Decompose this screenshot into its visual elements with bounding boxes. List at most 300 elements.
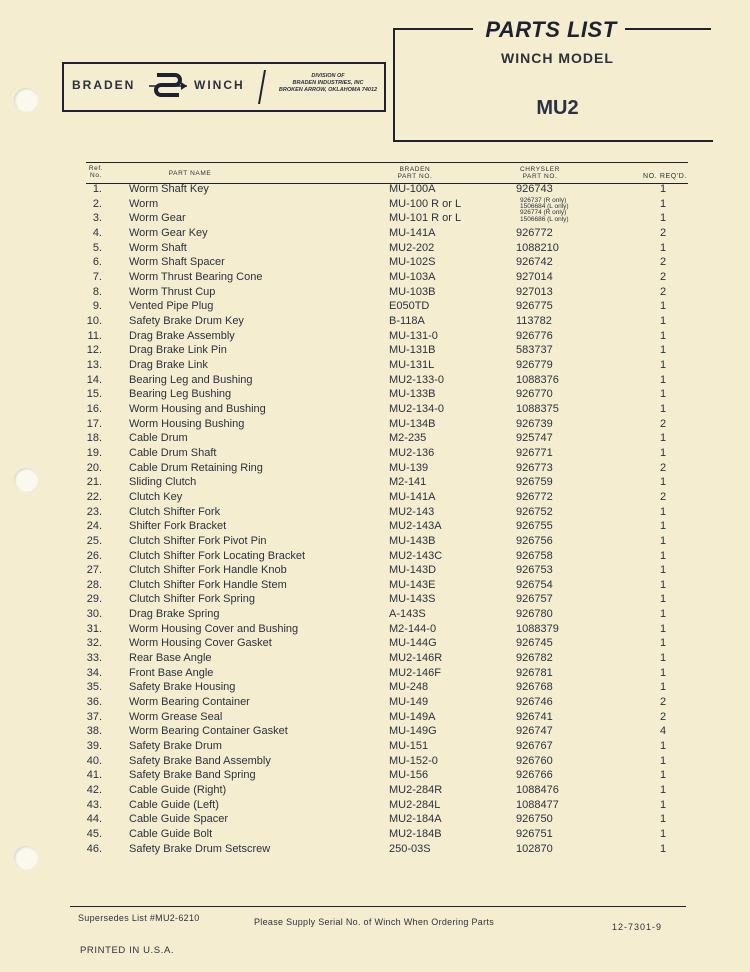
chrysler-part-cell: 1088476 (516, 784, 559, 797)
qty-cell: 2 (659, 461, 667, 474)
qty-cell: 2 (659, 710, 667, 723)
ref-cell: 24. (86, 520, 102, 533)
part-name-cell: Cable Drum Retaining Ring (129, 461, 263, 474)
logo-division-text (274, 73, 382, 94)
braden-part-cell: MU-143S (389, 593, 436, 606)
part-name-cell: Worm Grease Seal (129, 710, 223, 723)
table-row (0, 447, 750, 462)
qty-cell: 1 (659, 754, 667, 767)
ref-cell: 11. (87, 329, 102, 342)
chrysler-part-cell: 926770 (516, 388, 553, 401)
table-row (0, 227, 750, 242)
ref-cell: 5. (92, 241, 102, 254)
part-name-cell: Worm Housing Cover and Bushing (129, 622, 299, 635)
table-row (0, 330, 750, 345)
table-row (0, 403, 750, 418)
part-name-cell: Worm Housing Bushing (129, 417, 245, 430)
braden-part-cell: MU-149A (389, 710, 436, 723)
ref-cell: 18. (86, 432, 102, 445)
table-row (0, 711, 750, 726)
qty-cell: 1 (659, 769, 667, 782)
braden-part-cell: MU-144G (389, 637, 437, 650)
chrysler-part-cell: 113782 (516, 314, 552, 327)
qty-cell: 1 (659, 197, 667, 210)
part-name-cell: Clutch Shifter Fork Handle Stem (129, 578, 287, 591)
chrysler-part-cell: 583737 (516, 344, 553, 357)
qty-cell: 1 (659, 534, 667, 547)
chrysler-note-block (520, 198, 569, 223)
qty-cell: 1 (659, 549, 667, 562)
table-row (0, 813, 750, 828)
braden-part-cell: MU2-202 (389, 241, 435, 254)
braden-part-cell: MU-103A (389, 270, 436, 283)
braden-part-cell: MU-101 R or L (389, 212, 462, 225)
table-row (0, 784, 750, 799)
chrysler-note-4: 1506686 (L only) (520, 215, 569, 223)
ref-cell: 43. (86, 798, 102, 811)
chrysler-note-3: 926774 (R only) (520, 209, 567, 217)
col-ref-line1: Ref. (88, 165, 104, 172)
part-name-cell: Worm Bearing Container Gasket (129, 725, 288, 738)
part-name-cell: Safety Brake Drum Key (129, 314, 244, 327)
part-name-cell: Worm Housing Cover Gasket (129, 637, 272, 650)
table-row (0, 769, 750, 784)
part-name-cell: Clutch Shifter Fork Spring (129, 593, 255, 606)
ordering-note: Please Supply Serial No. of Winch When Ordering Parts (254, 917, 494, 927)
qty-cell: 1 (659, 652, 667, 665)
part-name-cell: Safety Brake Housing (129, 681, 236, 694)
table-row (0, 550, 750, 565)
division-line-3: BROKEN ARROW, OKLAHOMA 74012 (278, 87, 378, 93)
ref-cell: 19. (86, 446, 102, 459)
braden-part-cell: MU2-146F (389, 666, 441, 679)
ref-cell: 32. (86, 637, 102, 650)
footer-rule (70, 906, 686, 907)
chrysler-part-cell: 926742 (516, 256, 553, 269)
qty-cell: 1 (659, 300, 667, 313)
braden-part-cell: MU-248 (389, 681, 429, 694)
chrysler-part-cell: 926753 (516, 564, 553, 577)
part-name-cell: Safety Brake Drum (129, 740, 222, 753)
chrysler-part-cell: 926775 (516, 300, 553, 313)
qty-cell: 1 (659, 637, 667, 650)
ref-cell: 45. (86, 828, 102, 841)
ref-cell: 27. (86, 564, 102, 577)
part-name-cell: Front Base Angle (129, 666, 214, 679)
ref-cell: 33. (86, 652, 102, 665)
qty-cell: 1 (659, 358, 667, 371)
table-row (0, 520, 750, 535)
chrysler-part-cell: 926741 (516, 710, 553, 723)
qty-cell: 1 (659, 432, 667, 445)
title-rule-right (625, 28, 711, 30)
braden-part-cell: MU-156 (389, 769, 429, 782)
braden-part-cell: MU-149 (389, 696, 429, 709)
chrysler-part-cell: 926750 (516, 813, 553, 826)
qty-cell: 2 (659, 256, 667, 269)
qty-cell: 2 (659, 696, 667, 709)
braden-part-cell: B-118A (389, 314, 425, 327)
table-row (0, 667, 750, 682)
qty-cell: 1 (659, 520, 667, 533)
chrysler-part-cell: 1088379 (516, 622, 559, 635)
braden-part-cell: MU2-146R (389, 652, 443, 665)
col-ref-header (80, 165, 112, 179)
part-name-cell: Safety Brake Band Assembly (129, 754, 271, 767)
part-name-cell: Shifter Fork Bracket (129, 520, 227, 533)
part-name-cell: Worm Housing and Bushing (129, 402, 266, 415)
braden-part-cell: M2-144-0 (389, 622, 437, 635)
ref-cell: 3. (92, 212, 102, 225)
qty-cell: 1 (659, 402, 667, 415)
part-name-cell: Vented Pipe Plug (129, 300, 214, 313)
table-row (0, 652, 750, 667)
col-braden-line1: BRADEN (399, 166, 431, 173)
qty-cell: 2 (659, 490, 667, 503)
chrysler-part-cell: 926756 (516, 534, 553, 547)
chrysler-part-cell: 1088376 (516, 373, 559, 386)
col-ref-line2: No. (90, 172, 102, 179)
title-box (393, 28, 713, 142)
ref-cell: 38. (86, 725, 102, 738)
supersedes-note: Supersedes List #MU2-6210 (78, 913, 200, 923)
part-name-cell: Clutch Shifter Fork Handle Knob (129, 564, 287, 577)
qty-cell: 1 (659, 666, 667, 679)
qty-cell: 1 (659, 212, 667, 225)
braden-part-cell: M2-235 (389, 432, 427, 445)
part-name-cell: Clutch Shifter Fork Locating Bracket (129, 549, 306, 562)
ref-cell: 31. (86, 622, 102, 635)
part-name-cell: Worm Shaft (129, 241, 187, 254)
qty-cell: 4 (659, 725, 667, 738)
ref-cell: 46. (86, 842, 102, 855)
table-row (0, 344, 750, 359)
ref-cell: 13. (86, 358, 102, 371)
ref-cell: 42. (86, 784, 102, 797)
chrysler-part-cell: 926779 (516, 358, 553, 371)
table-row (0, 535, 750, 550)
chrysler-part-cell: 926739 (516, 417, 553, 430)
ref-cell: 30. (86, 608, 102, 621)
braden-part-cell: MU2-143C (389, 549, 443, 562)
page-subtitle: WINCH MODEL (501, 50, 614, 66)
logo-right-word: WINCH (194, 78, 245, 92)
braden-emblem-icon (149, 71, 187, 101)
braden-part-cell: MU2-136 (389, 446, 435, 459)
table-row (0, 623, 750, 638)
col-part-name-header: PART NAME (168, 170, 212, 177)
punch-hole-top (14, 88, 38, 112)
title-rule-left (393, 28, 473, 30)
chrysler-part-cell: 926773 (516, 461, 553, 474)
qty-cell: 1 (659, 828, 667, 841)
ref-cell: 39. (86, 740, 102, 753)
ref-cell: 15. (86, 388, 102, 401)
chrysler-part-cell: 926755 (516, 520, 553, 533)
table-row (0, 388, 750, 403)
qty-cell: 1 (659, 388, 667, 401)
part-name-cell: Drag Brake Link Pin (129, 344, 227, 357)
table-row (0, 740, 750, 755)
part-name-cell: Worm Thrust Cup (129, 285, 216, 298)
braden-part-cell: MU-102S (389, 256, 436, 269)
braden-part-cell: MU2-143 (389, 505, 435, 518)
part-name-cell: Cable Guide (Left) (129, 798, 219, 811)
part-name-cell: Rear Base Angle (129, 652, 212, 665)
part-name-cell: Bearing Leg and Bushing (129, 373, 253, 386)
qty-cell: 1 (659, 183, 667, 195)
ref-cell: 36. (86, 696, 102, 709)
braden-part-cell: MU2-284R (389, 784, 443, 797)
ref-cell: 20. (86, 461, 102, 474)
braden-part-cell: MU-139 (389, 461, 429, 474)
braden-part-cell: MU2-133-0 (389, 373, 445, 386)
qty-cell: 1 (659, 476, 667, 489)
table-row (0, 725, 750, 740)
braden-part-cell: MU-131-0 (389, 329, 438, 342)
table-row (0, 242, 750, 257)
chrysler-part-cell: 926759 (516, 476, 553, 489)
braden-part-cell: MU-143D (389, 564, 437, 577)
ref-cell: 7. (92, 270, 102, 283)
ref-cell: 41. (86, 769, 102, 782)
ref-cell: 12. (86, 344, 102, 357)
part-name-cell: Cable Guide (Right) (129, 784, 227, 797)
table-row (0, 315, 750, 330)
qty-cell: 1 (659, 681, 667, 694)
braden-logo (62, 62, 386, 112)
table-row (0, 681, 750, 696)
part-name-cell: Worm (129, 197, 159, 210)
ref-cell: 37. (86, 710, 102, 723)
qty-cell: 1 (659, 578, 667, 591)
table-row (0, 843, 750, 858)
division-line-1: DIVISION OF (311, 73, 345, 79)
part-name-cell: Worm Gear (129, 212, 186, 225)
qty-cell: 2 (659, 417, 667, 430)
table-row (0, 564, 750, 579)
chrysler-part-cell: 926743 (516, 183, 553, 195)
chrysler-part-cell: 926781 (516, 666, 553, 679)
table-row (0, 491, 750, 506)
table-row (0, 476, 750, 491)
table-row (0, 462, 750, 477)
chrysler-note-1: 926737 (R only) (520, 197, 567, 204)
page-title: PARTS LIST (485, 17, 617, 42)
chrysler-part-cell: 927013 (516, 285, 553, 298)
ref-cell: 16. (86, 402, 102, 415)
qty-cell: 1 (659, 622, 667, 635)
table-row (0, 593, 750, 608)
ref-cell: 9. (92, 300, 102, 313)
ref-cell: 25. (86, 534, 102, 547)
chrysler-part-cell: 926772 (516, 490, 553, 503)
ref-cell: 29. (86, 593, 102, 606)
col-chrysler-header (505, 166, 575, 180)
chrysler-part-cell: 926767 (516, 740, 553, 753)
qty-cell: 1 (659, 373, 667, 386)
braden-part-cell: E050TD (389, 300, 430, 313)
ref-cell: 14. (86, 373, 102, 386)
document-code: 12-7301-9 (612, 922, 663, 932)
ref-cell: 34. (86, 666, 102, 679)
qty-cell: 1 (659, 314, 667, 327)
part-name-cell: Drag Brake Assembly (129, 329, 235, 342)
table-row (0, 608, 750, 623)
chrysler-part-cell: 926768 (516, 681, 553, 694)
ref-cell: 17. (86, 417, 102, 430)
ref-cell: 35. (86, 681, 102, 694)
ref-cell: 4. (92, 226, 102, 239)
braden-part-cell: MU-131L (389, 358, 435, 371)
braden-part-cell: MU2-184B (389, 828, 442, 841)
table-row (0, 696, 750, 711)
braden-part-cell: MU-100A (389, 183, 436, 195)
braden-part-cell: MU-143B (389, 534, 436, 547)
table-row (0, 271, 750, 286)
qty-cell: 1 (659, 564, 667, 577)
braden-part-cell: MU2-184A (389, 813, 442, 826)
logo-left-word: BRADEN (72, 78, 136, 92)
part-name-cell: Drag Brake Spring (129, 608, 220, 621)
part-name-cell: Clutch Shifter Fork (129, 505, 221, 518)
part-name-cell: Drag Brake Link (129, 358, 208, 371)
table-top-rule (86, 162, 688, 163)
braden-part-cell: MU-103B (389, 285, 436, 298)
chrysler-part-cell: 926745 (516, 637, 553, 650)
table-row (0, 286, 750, 301)
ref-cell: 21. (86, 476, 102, 489)
col-chrysler-line2: PART NO. (522, 173, 558, 180)
qty-cell: 2 (659, 285, 667, 298)
qty-cell: 1 (659, 344, 667, 357)
table-row (0, 359, 750, 374)
qty-cell: 1 (659, 329, 667, 342)
part-name-cell: Clutch Key (129, 490, 183, 503)
col-req-header: NO. REQ'D. (643, 173, 687, 180)
braden-part-cell: MU-133B (389, 388, 436, 401)
chrysler-part-cell: 926760 (516, 754, 553, 767)
braden-part-cell: MU-131B (389, 344, 436, 357)
chrysler-part-cell: 926757 (516, 593, 553, 606)
table-row (0, 828, 750, 843)
table-row (0, 256, 750, 271)
part-name-cell: Sliding Clutch (129, 476, 197, 489)
chrysler-part-cell: 926758 (516, 549, 553, 562)
qty-cell: 1 (659, 842, 667, 855)
chrysler-part-cell: 102870 (516, 842, 553, 855)
table-row (0, 209, 750, 227)
braden-part-cell: MU-152-0 (389, 754, 438, 767)
chrysler-part-cell: 926747 (516, 725, 553, 738)
table-row (0, 183, 750, 198)
table-row (0, 432, 750, 447)
qty-cell: 2 (659, 270, 667, 283)
chrysler-part-cell: 1088210 (516, 241, 559, 254)
model-number: MU2 (536, 97, 579, 119)
chrysler-part-cell: 926776 (516, 329, 553, 342)
part-name-cell: Worm Shaft Key (129, 183, 209, 195)
chrysler-part-cell: 926766 (516, 769, 553, 782)
qty-cell: 1 (659, 241, 667, 254)
ref-cell: 2. (92, 197, 102, 210)
chrysler-part-cell: 926752 (516, 505, 553, 518)
part-name-cell: Cable Drum (129, 432, 188, 445)
part-name-cell: Cable Drum Shaft (129, 446, 217, 459)
part-name-cell: Worm Shaft Spacer (129, 256, 225, 269)
qty-cell: 2 (659, 226, 667, 239)
part-name-cell: Cable Guide Spacer (129, 813, 229, 826)
ref-cell: 44. (86, 813, 102, 826)
braden-part-cell: MU-151 (389, 740, 429, 753)
col-braden-line2: PART NO. (397, 173, 433, 180)
table-row (0, 799, 750, 814)
qty-cell: 1 (659, 505, 667, 518)
chrysler-part-cell: 925747 (516, 432, 553, 445)
printed-in: PRINTED IN U.S.A. (80, 945, 175, 956)
col-braden-header (380, 166, 450, 180)
part-name-cell: Bearing Leg Bushing (129, 388, 232, 401)
braden-part-cell: MU-143E (389, 578, 436, 591)
table-row (0, 506, 750, 521)
chrysler-part-cell: 1088375 (516, 402, 559, 415)
qty-cell: 1 (659, 798, 667, 811)
part-name-cell: Safety Brake Band Spring (129, 769, 256, 782)
table-row (0, 755, 750, 770)
braden-part-cell: 250-03S (389, 842, 431, 855)
table-row (0, 637, 750, 652)
ref-cell: 22. (86, 490, 102, 503)
chrysler-part-cell: 927014 (516, 270, 553, 283)
table-row (0, 418, 750, 433)
part-name-cell: Safety Brake Drum Setscrew (129, 842, 271, 855)
qty-cell: 1 (659, 446, 667, 459)
ref-cell: 10. (86, 314, 102, 327)
braden-part-cell: M2-141 (389, 476, 427, 489)
ref-cell: 8. (92, 285, 102, 298)
braden-part-cell: A-143S (389, 608, 426, 621)
part-name-cell: Worm Thrust Bearing Cone (129, 270, 263, 283)
chrysler-part-cell: 1088477 (516, 798, 559, 811)
braden-part-cell: MU-134B (389, 417, 436, 430)
braden-part-cell: MU2-134-0 (389, 402, 445, 415)
qty-cell: 1 (659, 813, 667, 826)
logo-divider (258, 70, 266, 104)
table-row (0, 198, 750, 213)
qty-cell: 1 (659, 740, 667, 753)
ref-cell: 1. (92, 183, 102, 195)
qty-cell: 1 (659, 608, 667, 621)
chrysler-note-2: 1506684 (L only) (520, 203, 569, 211)
ref-cell: 23. (86, 505, 102, 518)
chrysler-part-cell: 926751 (516, 828, 553, 841)
braden-part-cell: MU-100 R or L (389, 197, 462, 210)
braden-part-cell: MU2-143A (389, 520, 442, 533)
part-name-cell: Clutch Shifter Fork Pivot Pin (129, 534, 267, 547)
table-row (0, 579, 750, 594)
braden-part-cell: MU2-284L (389, 798, 441, 811)
braden-part-cell: MU-149G (389, 725, 437, 738)
chrysler-part-cell: 926780 (516, 608, 553, 621)
qty-cell: 1 (659, 593, 667, 606)
part-name-cell: Cable Guide Bolt (129, 828, 213, 841)
ref-cell: 28. (86, 578, 102, 591)
table-row (0, 374, 750, 389)
braden-part-cell: MU-141A (389, 490, 436, 503)
chrysler-part-cell: 926772 (516, 226, 553, 239)
chrysler-part-cell: 926782 (516, 652, 553, 665)
chrysler-part-cell: 926746 (516, 696, 553, 709)
